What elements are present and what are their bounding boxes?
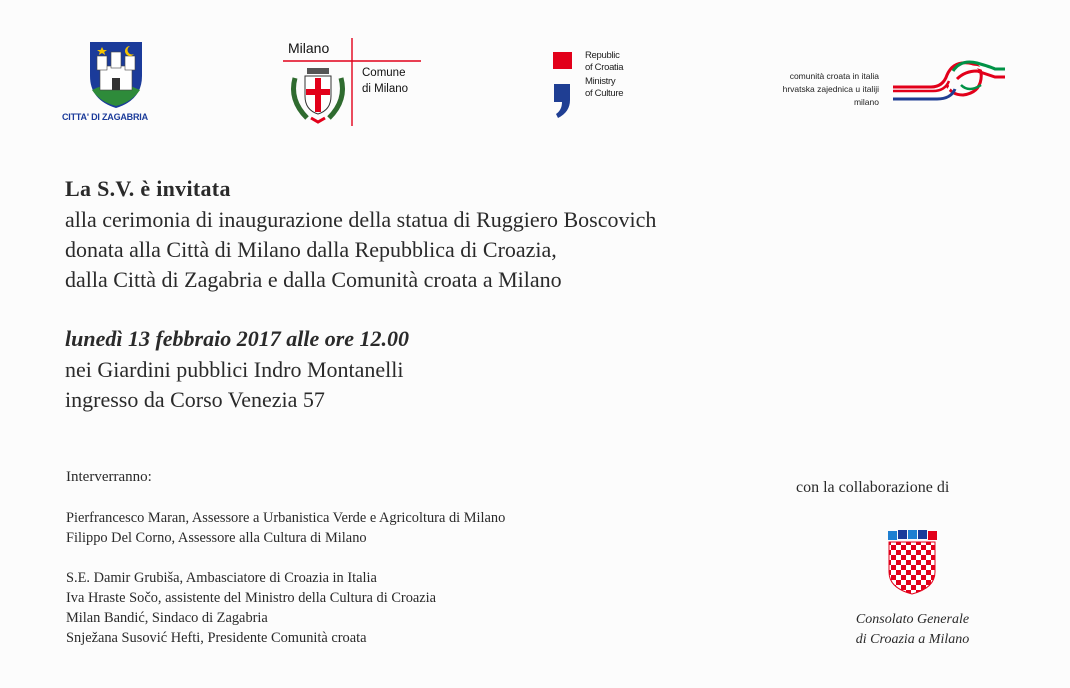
speaker-item: S.E. Damir Grubiša, Ambasciatore di Croazia in Italia: [66, 570, 377, 586]
event-date: lunedì 13 febbraio 2017 alle ore 12.00: [65, 326, 410, 351]
interlinked-flags-icon: [891, 55, 1007, 105]
speaker-item: Snježana Susović Hefti, Presidente Comunità croata: [66, 630, 367, 646]
invitation-line-3: dalla Città di Zagabria e dalla Comunità croata a Milano: [65, 267, 562, 292]
comunita-line-1: comunità croata in italia: [789, 71, 879, 81]
milano-sub2: di Milano: [362, 83, 409, 95]
collaboration-label: con la collaborazione di: [796, 479, 950, 496]
comunita-croata-logo: [745, 55, 1007, 110]
milano-sub1: Comune: [362, 67, 406, 79]
ministry-of-culture-logo: [552, 50, 652, 120]
event-place-line-1: nei Giardini pubblici Indro Montanelli: [65, 357, 404, 382]
event-place-line-2: ingresso da Corso Venezia 57: [65, 387, 325, 412]
consulate-name-line-1: Consolato Generale: [855, 612, 970, 627]
croatia-coat-of-arms-icon: [886, 530, 938, 596]
comune-di-milano-logo: [283, 38, 423, 128]
speaker-item: Milan Bandić, Sindaco di Zagabria: [66, 610, 268, 626]
milano-title: Milano: [288, 40, 330, 56]
culture-line-1: Republic: [585, 50, 620, 61]
comunita-line-3: milano: [853, 97, 879, 107]
speaker-item: Filippo Del Corno, Assessore alla Cultura di Milano: [66, 530, 367, 546]
zagreb-caption: CITTA' DI ZAGABRIA: [62, 112, 148, 122]
culture-line-3: Ministry: [585, 76, 616, 87]
culture-line-4: of Culture: [585, 88, 624, 99]
speaker-item: Iva Hraste Sočo, assistente del Ministro della Cultura di Croazia: [66, 590, 437, 606]
invitation-line-2: donata alla Città di Milano dalla Repubblica di Croazia,: [65, 237, 557, 262]
invitation-line-1: alla cerimonia di inaugurazione della statua di Ruggiero Boscovich: [65, 207, 657, 232]
zagreb-logo: [62, 38, 172, 128]
consulate-name-line-2: di Croazia a Milano: [855, 632, 970, 647]
culture-line-2: of Croatia: [585, 62, 624, 73]
speaker-item: Pierfrancesco Maran, Assessore a Urbanistica Verde e Agricoltura di Milano: [66, 510, 506, 526]
culture-mark-icon: [552, 50, 582, 120]
zagreb-coat-of-arms-icon: [62, 38, 172, 110]
invitation-heading: La S.V. è invitata: [65, 176, 231, 201]
speakers-title: Interverranno:: [66, 469, 152, 485]
comunita-line-2: hrvatska zajednica u italiji: [782, 84, 879, 94]
